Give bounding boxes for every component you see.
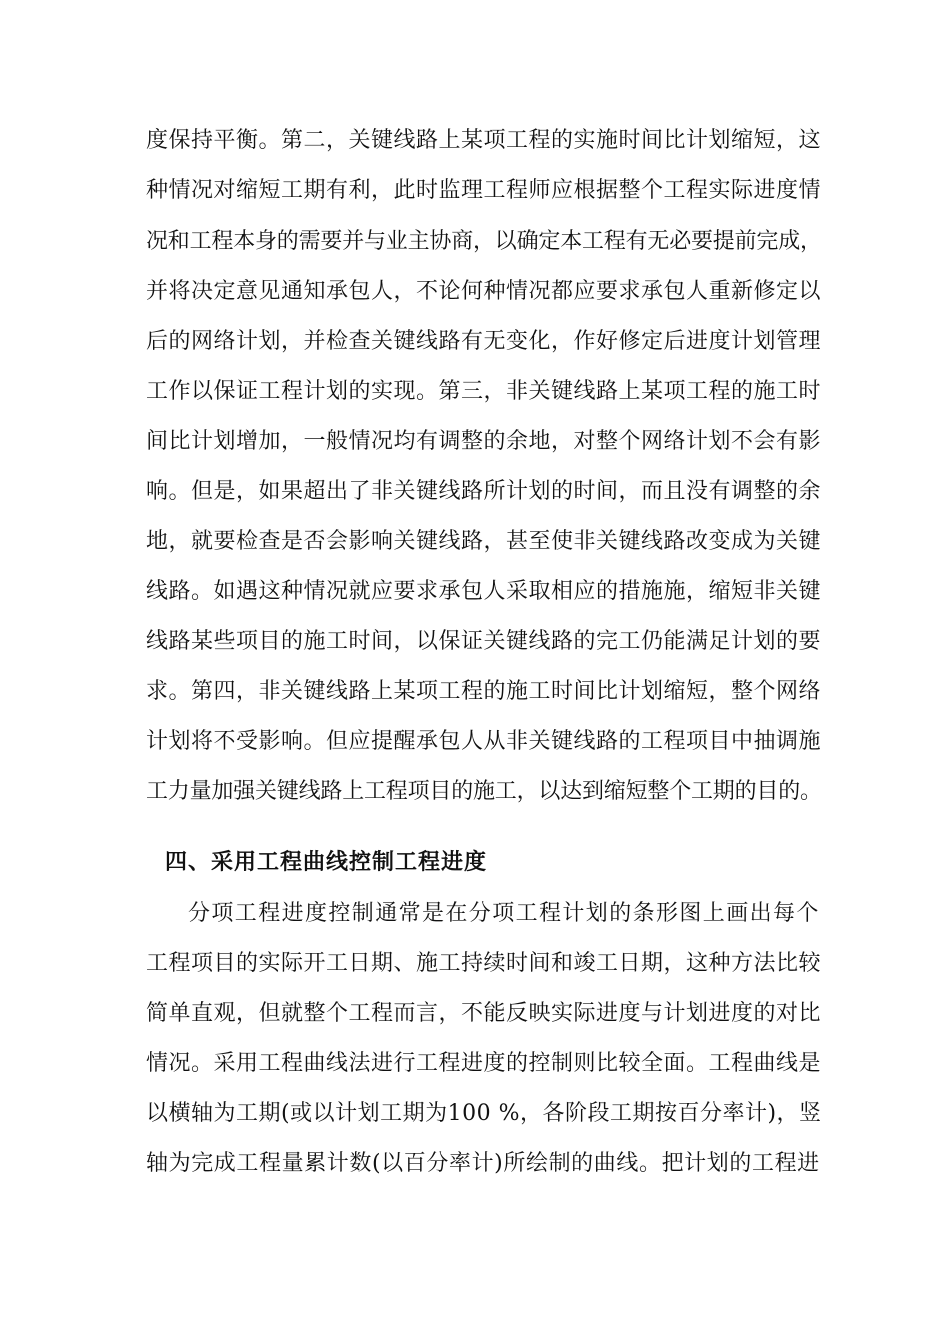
paragraph-line: 地，就要检查是否会影响关键线路，甚至使非关键线路改变成为关键 <box>146 529 822 554</box>
paragraph-line: 线路。如遇这种情况就应要求承包人采取相应的措施施，缩短非关键 <box>146 579 822 604</box>
paragraph-line: 计划将不受影响。但应提醒承包人从非关键线路的工程项目中抽调施 <box>146 729 822 754</box>
paragraph-line: 度保持平衡。第二，关键线路上某项工程的实施时间比计划缩短，这 <box>146 128 822 153</box>
paragraph-line: 简单直观，但就整个工程而言，不能反映实际进度与计划进度的对比 <box>146 1001 822 1026</box>
paragraph-line: 响。但是，如果超出了非关键线路所计划的时间，而且没有调整的余 <box>146 479 822 504</box>
paragraph-line: 求。第四，非关键线路上某项工程的施工时间比计划缩短，整个网络 <box>146 679 822 704</box>
paragraph-line: 种情况对缩短工期有利，此时监理工程师应根据整个工程实际进度情 <box>146 178 822 203</box>
paragraph-line: 以横轴为工期(或以计划工期为100 %，各阶段工期按百分率计)，竖 <box>146 1101 822 1126</box>
paragraph-line: 轴为完成工程量累计数(以百分率计)所绘制的曲线。把计划的工程进 <box>146 1151 820 1176</box>
paragraph-line: 工程项目的实际开工日期、施工持续时间和竣工日期，这种方法比较 <box>146 951 822 976</box>
paragraph-line: 工作以保证工程计划的实现。第三，非关键线路上某项工程的施工时 <box>146 379 822 404</box>
paragraph-line: 分项工程进度控制通常是在分项工程计划的条形图上画出每个 <box>188 901 820 926</box>
paragraph-line: 况和工程本身的需要并与业主协商，以确定本工程有无必要提前完成， <box>146 229 822 254</box>
section-heading: 四、采用工程曲线控制工程进度 <box>165 849 488 875</box>
paragraph-line: 情况。采用工程曲线法进行工程进度的控制则比较全面。工程曲线是 <box>146 1051 822 1076</box>
paragraph-line: 间比计划增加，一般情况均有调整的余地，对整个网络计划不会有影 <box>146 429 822 454</box>
paragraph-line: 线路某些项目的施工时间，以保证关键线路的完工仍能满足计划的要 <box>146 629 822 654</box>
paragraph-line: 后的网络计划，并检查关键线路有无变化，作好修定后进度计划管理 <box>146 329 822 354</box>
paragraph-line: 并将决定意见通知承包人，不论何种情况都应要求承包人重新修定以 <box>146 279 822 304</box>
paragraph-line: 工力量加强关键线路上工程项目的施工，以达到缩短整个工期的目的。 <box>146 779 822 804</box>
